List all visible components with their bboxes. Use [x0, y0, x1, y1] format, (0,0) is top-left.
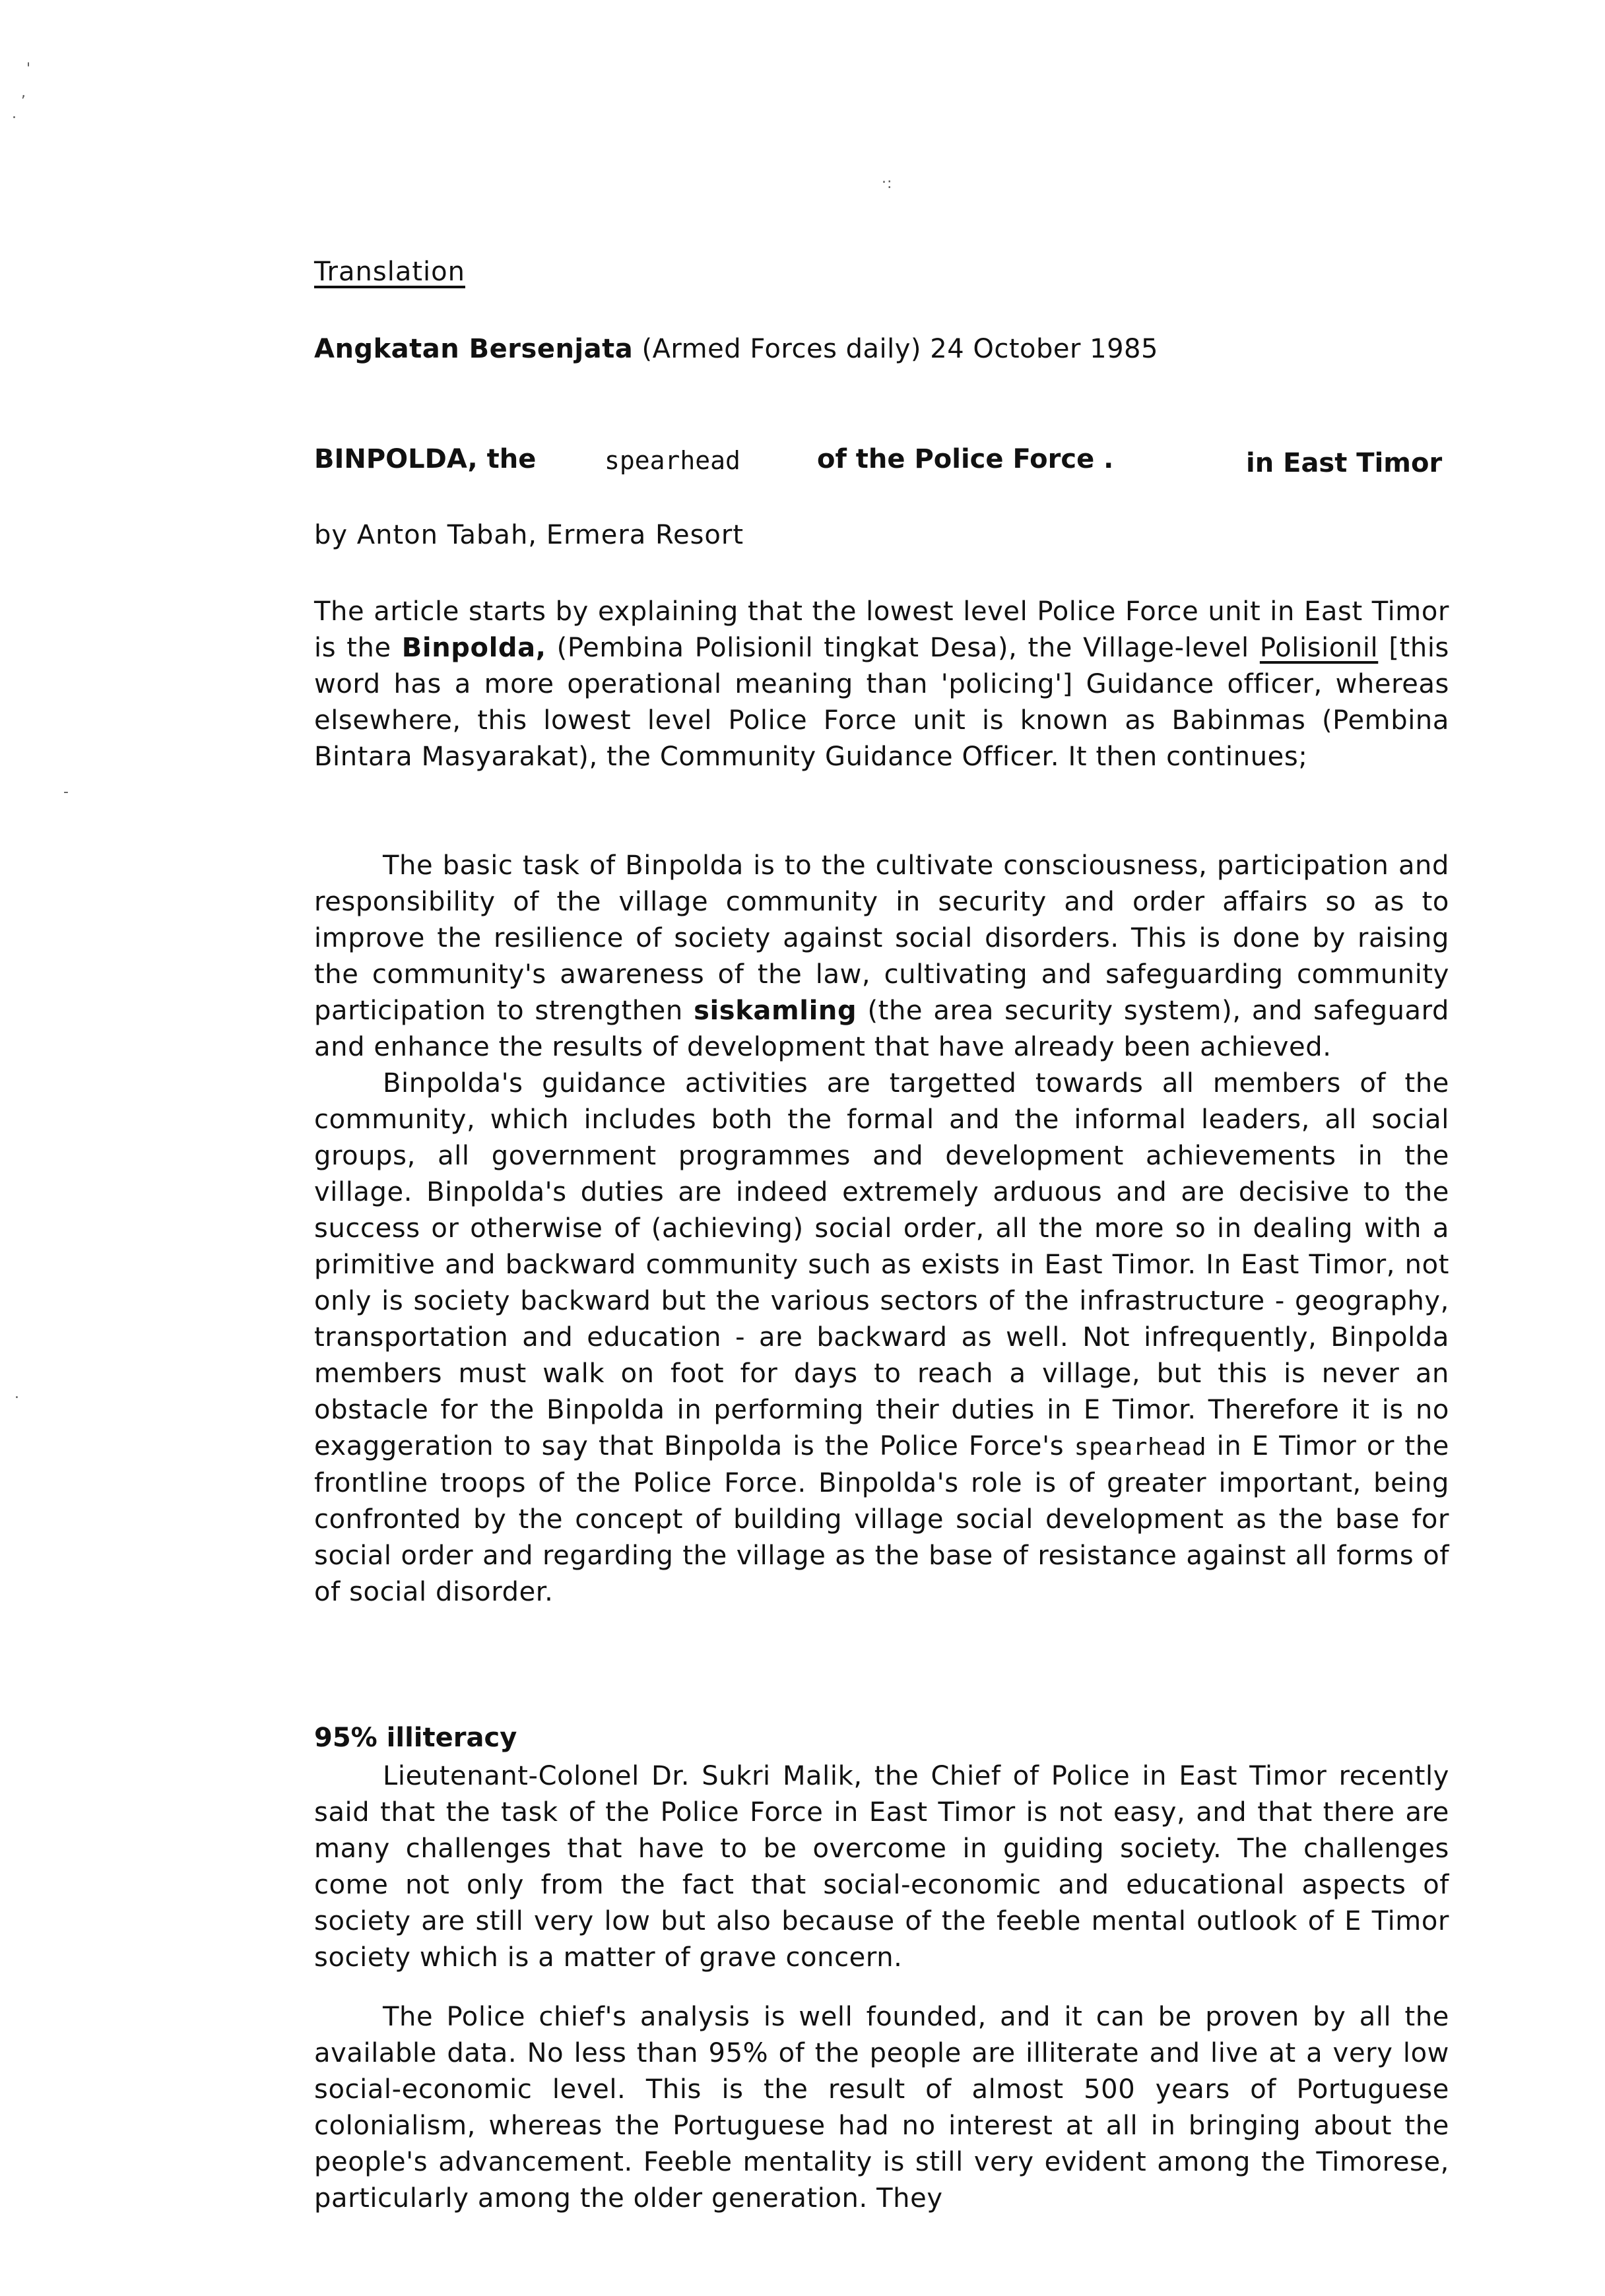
- quote1-bold-term: siskamling: [694, 996, 857, 1026]
- headline-part-2: of the Police Force .: [817, 444, 1114, 474]
- newspaper-name: Angkatan Bersenjata: [314, 334, 634, 364]
- intro-bold-term: Binpolda,: [401, 633, 546, 663]
- quote-paragraph-2: [314, 1066, 1449, 1610]
- section-heading: 95% illiteracy: [314, 1723, 517, 1753]
- intro-underlined-term: Polisionil: [1259, 633, 1379, 663]
- scan-mark: .: [12, 106, 16, 122]
- headline: [314, 443, 1449, 483]
- intro-text-1: The article starts by explaining that the lowest level Police Force unit in East Timor is the: [314, 596, 1449, 663]
- quote2-text-1: Binpolda's guidance activities are targetted towards all members of the community, which includes both the formal and the informal leaders, all social groups, all government programmes and development achievements in the village. Binpolda's duties are indeed extremely arduous and are decisive to the success or otherwise of (achieving) social order, all the more so in dealing with a primitive and backward community such as exists in East Timor. In East Timor, not only is society backward but the various sectors of the infrastructure - geography, transportation and education - are backward as well. Not infrequently, Binpolda members must walk on foot for days to reach a village, but this is never an obstacle for the Binpolda in performing their duties in E Timor. Therefore it is no exaggeration to say that Binpolda is the Police Force's: [314, 1068, 1449, 1461]
- quote1-text-2: (the area security system), and safeguard and enhance the results of development that have already been achieved.: [314, 996, 1449, 1062]
- source-details: (Armed Forces daily) 24 October 1985: [633, 334, 1158, 364]
- translation-label: Translation: [314, 257, 465, 287]
- quote2-text-2: in E Timor or the frontline troops of the Police Force. Binpolda's role is of greater important, being confronted by the concept of building village social development as the base for social order and regarding the village as the base of resistance against all forms of of social disorder.: [314, 1431, 1449, 1607]
- scan-mark: .: [15, 1386, 19, 1402]
- byline: by Anton Tabah, Ermera Resort: [314, 520, 744, 550]
- scan-mark: ,: [21, 84, 26, 101]
- quote-paragraph-1: [314, 848, 1449, 1066]
- scan-mark: ': [26, 61, 31, 77]
- headline-part-3: in East Timor: [1246, 448, 1443, 478]
- section-paragraph-2: The Police chief's analysis is well founded, and it can be proven by all the available data. No less than 95% of the people are illiterate and live at a very low social-economic level. This is the result of almost 500 years of Portuguese colonialism, whereas the Portuguese had no interest at all in bringing about the people's advancement. Feeble mentality is still very evident among the Timorese, particularly among the older generation. They: [314, 2002, 1449, 2214]
- intro-paragraph: [314, 594, 1449, 775]
- intro-text-2: (Pembina Polisionil tingkat Desa), the Village-level: [546, 633, 1260, 663]
- scan-mark: -: [63, 784, 69, 800]
- headline-typed-word: spearhead: [605, 446, 740, 475]
- quote1-text-1: The basic task of Binpolda is to the cultivate consciousness, participation and responsibility of the village community in security and order affairs so as to improve the resilience of society against social disorders. This is done by raising the community's awareness of the law, cultivating and safeguarding community participation to strengthen: [314, 850, 1449, 1026]
- section-paragraph-1: Lieutenant-Colonel Dr. Sukri Malik, the Chief of Police in East Timor recently said that the task of the Police Force in East Timor is not easy, and that there are many challenges that have to be overcome in guiding society. The challenges come not only from the fact that social-economic and educational aspects of society are still very low but also because of the feeble mental outlook of E Timor society which is a matter of grave concern.: [314, 1761, 1449, 1973]
- scan-mark: .: [882, 170, 886, 187]
- scan-mark: :: [887, 175, 892, 192]
- headline-part-1: BINPOLDA, the: [314, 444, 537, 474]
- quote2-typed-word: spearhead: [1074, 1434, 1207, 1461]
- source-line: [314, 333, 1449, 365]
- intro-text-3: [this word has a more operational meaning than 'policing'] Guidance officer, whereas elsewhere, this lowest level Police Force unit is known as Babinmas (Pembina Bintara Masyarakat), the Community Guidance Officer. It then continues;: [314, 633, 1449, 772]
